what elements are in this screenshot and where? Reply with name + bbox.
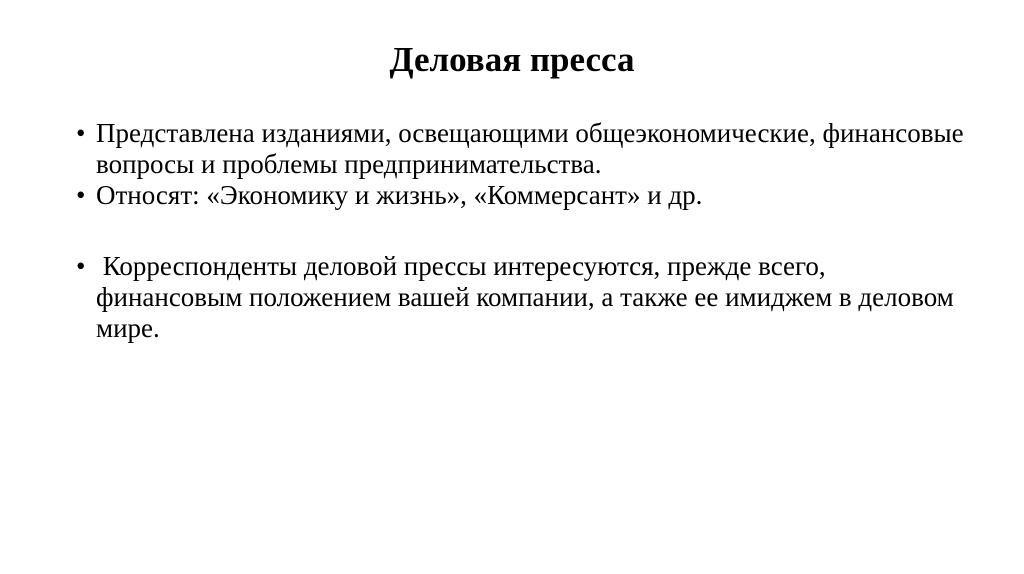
bullet-list [76,118,976,344]
slide-title: Деловая пресса [389,40,635,79]
bullet-spacer [76,211,976,251]
bullet-item-3: • Корреспонденты деловой прессы интересуются, прежде всего, финансовым положением вашей компании, а также ее имиджем в деловом мире. [76,251,976,344]
bullet-item-2: • Относят: «Экономику и жизнь», «Коммерсант» и др. [76,180,976,211]
bullet-item-1: • Представлена изданиями, освещающими общеэкономические, финансовые вопросы и проблемы предпринимательства. [76,118,976,180]
